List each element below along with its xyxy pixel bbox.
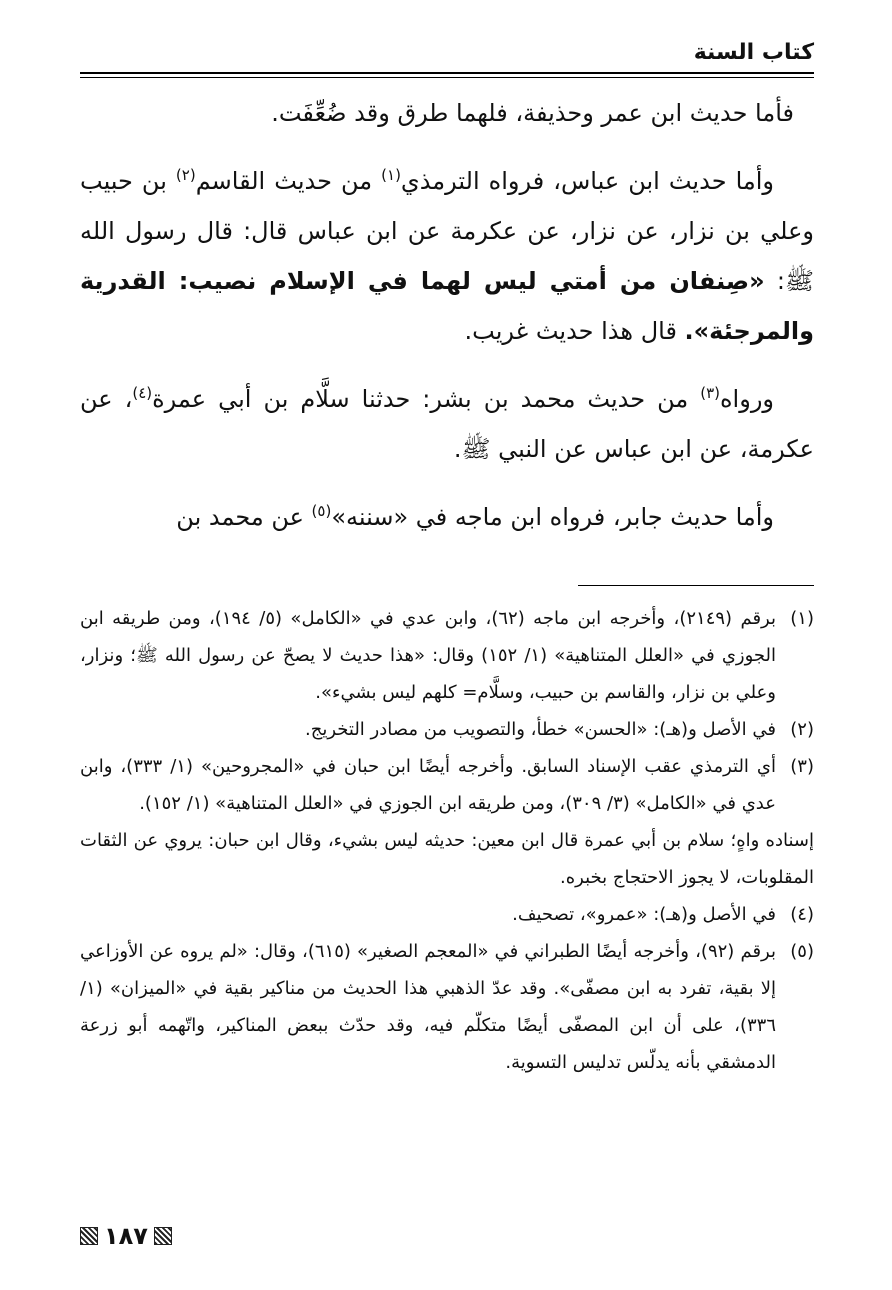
footnotes [80, 600, 814, 1081]
footnote-1 [80, 600, 814, 711]
footnote-5 [80, 933, 814, 1081]
paragraph-text: من حديث محمد بن بشر: حدثنا سلَّام بن أبي عمرة [152, 385, 701, 413]
paragraph-text: عن محمد بن [176, 503, 312, 531]
paragraph-3 [80, 368, 814, 474]
paragraph-text: ورواه [719, 385, 774, 413]
footnote-text: أي الترمذي عقب الإسناد السابق. وأخرجه أيضًا ابن حبان في «المجروحين» (١/ ٣٣٣)، وابن عدي في «الكامل» (٣/ ٣٠٩)، ومن طريقه ابن الجوزي في «العلل المتناهية» (١/ ١٥٢). [80, 756, 776, 814]
footnote-ref-1[interactable]: (١) [381, 166, 401, 184]
footnote-4 [80, 896, 814, 933]
footnote-number: (٤) [790, 904, 814, 925]
footnote-2 [80, 711, 814, 748]
paragraph-text: وأما حديث جابر، فرواه ابن ماجه في «سننه» [331, 503, 774, 531]
footnote-text: في الأصل و(هـ): «الحسن» خطأ، والتصويب من مصادر التخريج. [304, 719, 776, 740]
footnote-ref-3[interactable]: (٣) [700, 384, 720, 402]
page-number [80, 1222, 172, 1250]
footnote-text: في الأصل و(هـ): «عمرو»، تصحيف. [512, 904, 776, 925]
page-number-text: ١٨٧ [104, 1222, 148, 1250]
paragraph-text: ، عن عكرمة، عن ابن عباس عن النبي ﷺ. [80, 385, 814, 463]
footnote-text: برقم (٢١٤٩)، وأخرجه ابن ماجه (٦٢)، وابن عدي في «الكامل» (٥/ ١٩٤)، ومن طريقه ابن الجوزي في «العلل المتناهية» (١/ ١٥٢) وقال: «هذا حديث لا يصحّ عن رسول الله ﷺ؛ ونزار، وعلي بن نزار، والقاسم بن حبيب، وسلَّام= كلهم ليس بشيء». [80, 608, 777, 703]
header-rule-thick [80, 72, 814, 74]
footnote-number: (٥) [790, 941, 814, 962]
paragraph-1-text: فأما حديث ابن عمر وحذيفة، فلهما طرق وقد ضُعِّفَت. [271, 99, 794, 127]
footnote-text: إسناده واهٍ؛ سلام بن أبي عمرة قال ابن معين: حديثه ليس بشيء، وقال ابن حبان: يروي عن الثقات المقلوبات، لا يجوز الاحتجاج بخبره. [80, 830, 814, 888]
paragraph-1 [80, 88, 794, 138]
paragraph-4 [80, 486, 814, 542]
footnote-ref-2[interactable]: (٢) [175, 166, 196, 184]
square-ornament-icon [80, 1227, 98, 1245]
paragraph-2 [80, 150, 814, 356]
paragraph-text: بن حبيب وعلي بن نزار، عن نزار، عن عكرمة عن ابن عباس قال: قال رسول الله ﷺ: [80, 167, 814, 295]
square-ornament-icon [154, 1227, 172, 1245]
hadith-quote: «صِنفان من أمتي ليس لهما في الإسلام نصيب: القدرية والمرجئة». [80, 267, 814, 345]
footnote-number: (٣) [790, 756, 814, 777]
footnote-text: برقم (٩٢)، وأخرجه أيضًا الطبراني في «المعجم الصغير» (٦١٥)، وقال: «لم يروه عن الأوزاعي إلا بقية، تفرد به ابن مصفّى». وقد عدّ الذهبي هذا الحديث من مناكير بقية في «الميزان» (١/ ٣٣٦)، على أن ابن المصفّى أيضًا متكلّم فيه، وقد حدّث ببعض المناكير، واتّهمه أبو زرعة الدمشقي بأنه يدلّس تدليس التسوية. [80, 941, 776, 1073]
footnote-ref-5[interactable]: (٥) [311, 502, 332, 520]
footnote-number: (١) [790, 608, 814, 629]
paragraph-text: وأما حديث ابن عباس، فرواه الترمذي [400, 167, 774, 195]
footnote-3-continuation [80, 822, 814, 896]
header-rule-thin [80, 77, 814, 78]
footnote-separator [578, 585, 814, 586]
footnote-number: (٢) [790, 719, 814, 740]
paragraph-text: قال هذا حديث غريب. [464, 317, 685, 345]
paragraph-text: من حديث القاسم [195, 167, 382, 195]
footnote-3 [80, 748, 814, 822]
main-text [80, 88, 814, 554]
running-header: كتاب السنة [693, 40, 814, 65]
footnote-ref-4[interactable]: (٤) [132, 384, 153, 402]
